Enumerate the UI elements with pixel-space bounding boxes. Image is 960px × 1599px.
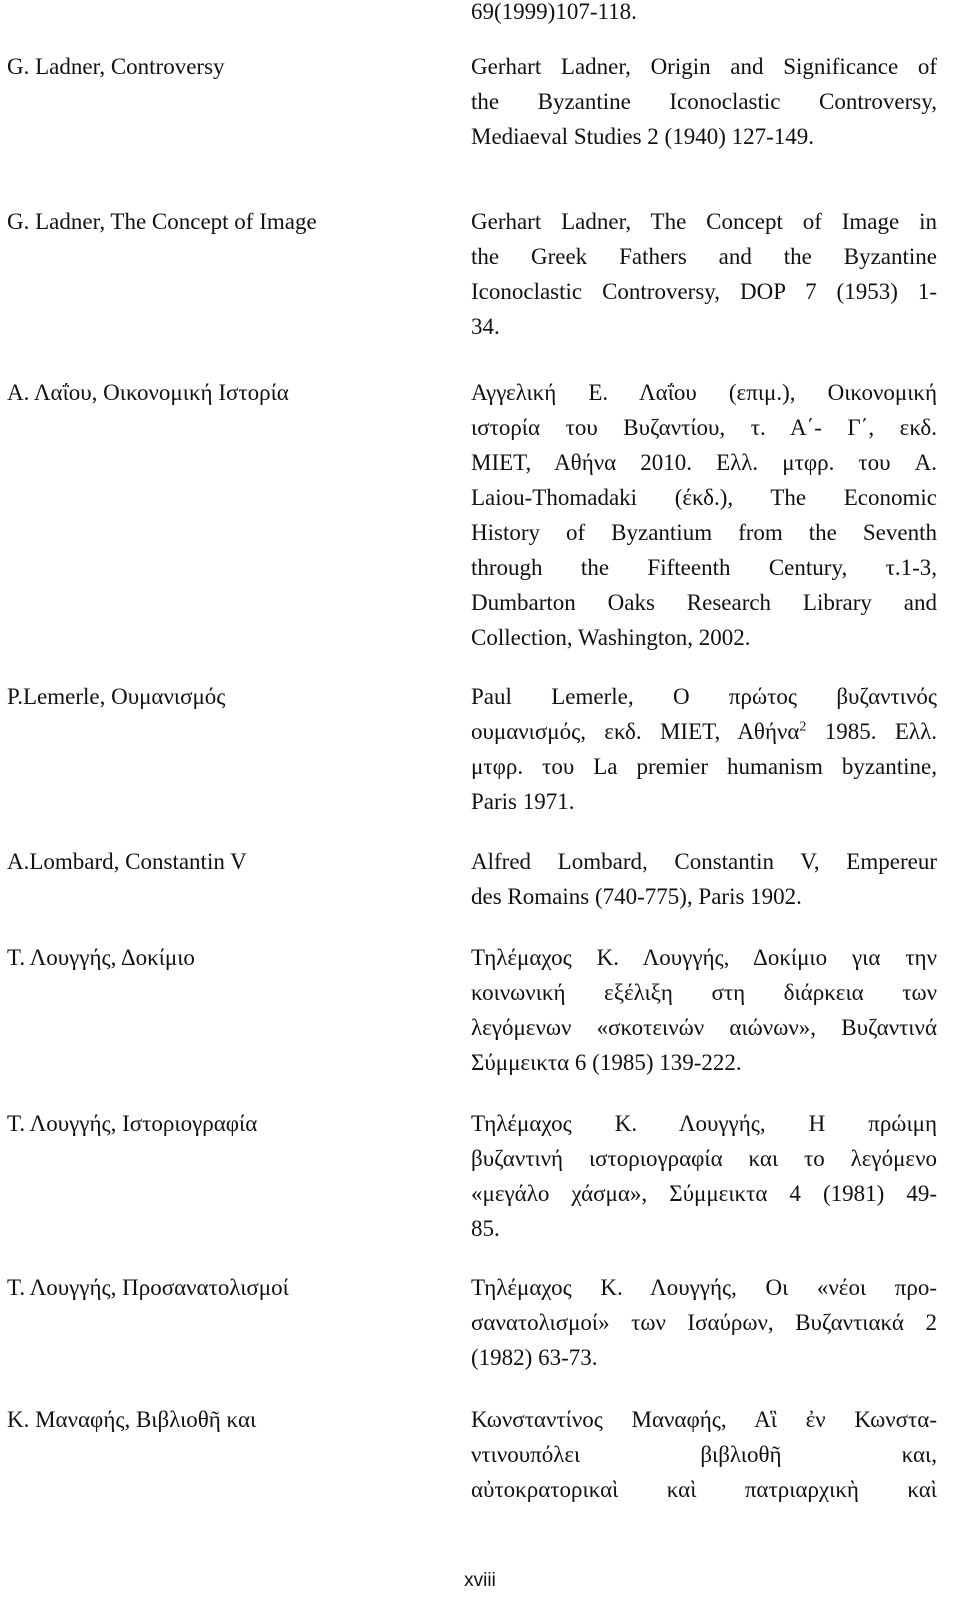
desc-line: λεγόμενων «σκοτεινών αιώνων», Βυζαντινά bbox=[471, 1015, 937, 1040]
desc-line: ΜΙΕΤ, Αθήνα 2010. Ελλ. μτφρ. του A. bbox=[471, 450, 937, 475]
entry-term-louggis-prosanatolismoi: Τ. Λουγγής, Προσανατολισμοί bbox=[7, 1275, 289, 1300]
desc-line: History of Byzantium from the Seventh bbox=[471, 520, 937, 545]
entry-desc-louggis-istoriografia bbox=[471, 1106, 937, 1246]
desc-line: Collection, Washington, 2002. bbox=[471, 625, 751, 650]
desc-line: Paul Lemerle, Ο πρώτος βυζαντινός bbox=[471, 684, 937, 709]
entry-term-louggis-istoriografia: Τ. Λουγγής, Ιστοριογραφία bbox=[7, 1111, 258, 1136]
desc-line: des Romains (740-775), Paris 1902. bbox=[471, 884, 802, 909]
desc-line: βυζαντινή ιστοριογραφία και το λεγόμενο bbox=[471, 1146, 937, 1171]
desc-line: Κωνσταντίνος Μαναφής, Αἳ ἐν Κωνστα- bbox=[471, 1407, 937, 1432]
entry-desc-lombard bbox=[471, 844, 937, 914]
desc-line: Gerhart Ladner, Origin and Significance of bbox=[471, 54, 937, 79]
desc-line: Τηλέμαχος Κ. Λουγγής, Η πρώιμη bbox=[471, 1111, 937, 1136]
entry-desc-manafis bbox=[471, 1402, 937, 1507]
edition-superscript: 2 bbox=[799, 719, 807, 735]
desc-line: ντινουπόλει βιβλιοθῆ και, bbox=[471, 1442, 937, 1467]
entry-term-lemerle: P.Lemerle, Ουμανισμός bbox=[7, 684, 226, 709]
entry-term-lombard: A.Lombard, Constantin V bbox=[7, 849, 247, 874]
entry-desc-louggis-dokimio bbox=[471, 940, 937, 1080]
entry-term-ladner-image: G. Ladner, The Concept of Image bbox=[7, 209, 317, 234]
desc-line: αὐτοκρατορικαὶ καὶ πατριαρχικὴ καὶ bbox=[471, 1477, 937, 1502]
desc-line: Τηλέμαχος Κ. Λουγγής, Δοκίμιο για την bbox=[471, 945, 937, 970]
entry-term-manafis: Κ. Μαναφής, Βιβλιοθῆ και bbox=[7, 1407, 257, 1432]
desc-line-head: ουμανισμός, εκδ. ΜΙΕΤ, Αθήνα bbox=[471, 719, 800, 744]
desc-line: Alfred Lombard, Constantin V, Empereur bbox=[471, 849, 937, 874]
desc-line: 34. bbox=[471, 314, 500, 339]
desc-line: Iconoclastic Controversy, DOP 7 (1953) 1- bbox=[471, 279, 937, 304]
desc-line: Dumbarton Oaks Research Library and bbox=[471, 590, 937, 615]
desc-line: Paris 1971. bbox=[471, 789, 575, 814]
entry-desc-lemerle bbox=[471, 679, 937, 819]
entry-desc-laiou bbox=[471, 375, 937, 655]
desc-line: Laiou-Thomadaki (έκδ.), The Economic bbox=[471, 485, 937, 510]
desc-line: Αγγελική Ε. Λαΐου (επιμ.), Οικονομική bbox=[471, 380, 937, 405]
entry-term-ladner-controversy: G. Ladner, Controversy bbox=[7, 54, 225, 79]
desc-line: through the Fifteenth Century, τ.1-3, bbox=[471, 555, 937, 580]
desc-line: ιστορία του Βυζαντίου, τ. Α΄- Γ΄, εκδ. bbox=[471, 415, 937, 440]
desc-line: κοινωνική εξέλιξη στη διάρκεια των bbox=[471, 980, 937, 1005]
desc-line: (1982) 63-73. bbox=[471, 1345, 598, 1370]
entry-term-laiou: Α. Λαΐου, Οικονομική Ιστορία bbox=[7, 380, 289, 405]
desc-line-with-superscript bbox=[471, 714, 937, 749]
desc-line: Τηλέμαχος Κ. Λουγγής, Οι «νέοι προ- bbox=[471, 1275, 937, 1300]
desc-line: Gerhart Ladner, The Concept of Image in bbox=[471, 209, 937, 234]
desc-line: the Greek Fathers and the Byzantine bbox=[471, 244, 937, 269]
desc-line: «μεγάλο χάσμα», Σύμμεικτα 4 (1981) 49- bbox=[471, 1181, 937, 1206]
desc-line-tail: 1985. Ελλ. bbox=[806, 719, 937, 744]
page-number: xviii bbox=[464, 1570, 496, 1591]
desc-line: the Byzantine Iconoclastic Controversy, bbox=[471, 89, 937, 114]
desc-line: Mediaeval Studies 2 (1940) 127-149. bbox=[471, 124, 815, 149]
entry-desc-louggis-prosanatolismoi bbox=[471, 1270, 937, 1375]
desc-line: Σύμμεικτα 6 (1985) 139-222. bbox=[471, 1050, 742, 1075]
desc-line: 85. bbox=[471, 1216, 500, 1241]
entry-desc-ladner-controversy bbox=[471, 49, 937, 154]
carryover-line: 69(1999)107-118. bbox=[471, 0, 637, 24]
desc-line: σανατολισμοί» των Ισαύρων, Βυζαντιακά 2 bbox=[471, 1310, 937, 1335]
entry-term-louggis-dokimio: Τ. Λουγγής, Δοκίμιο bbox=[7, 945, 195, 970]
desc-line: μτφρ. του La premier humanism byzantine, bbox=[471, 754, 937, 779]
entry-desc-ladner-image bbox=[471, 204, 937, 344]
